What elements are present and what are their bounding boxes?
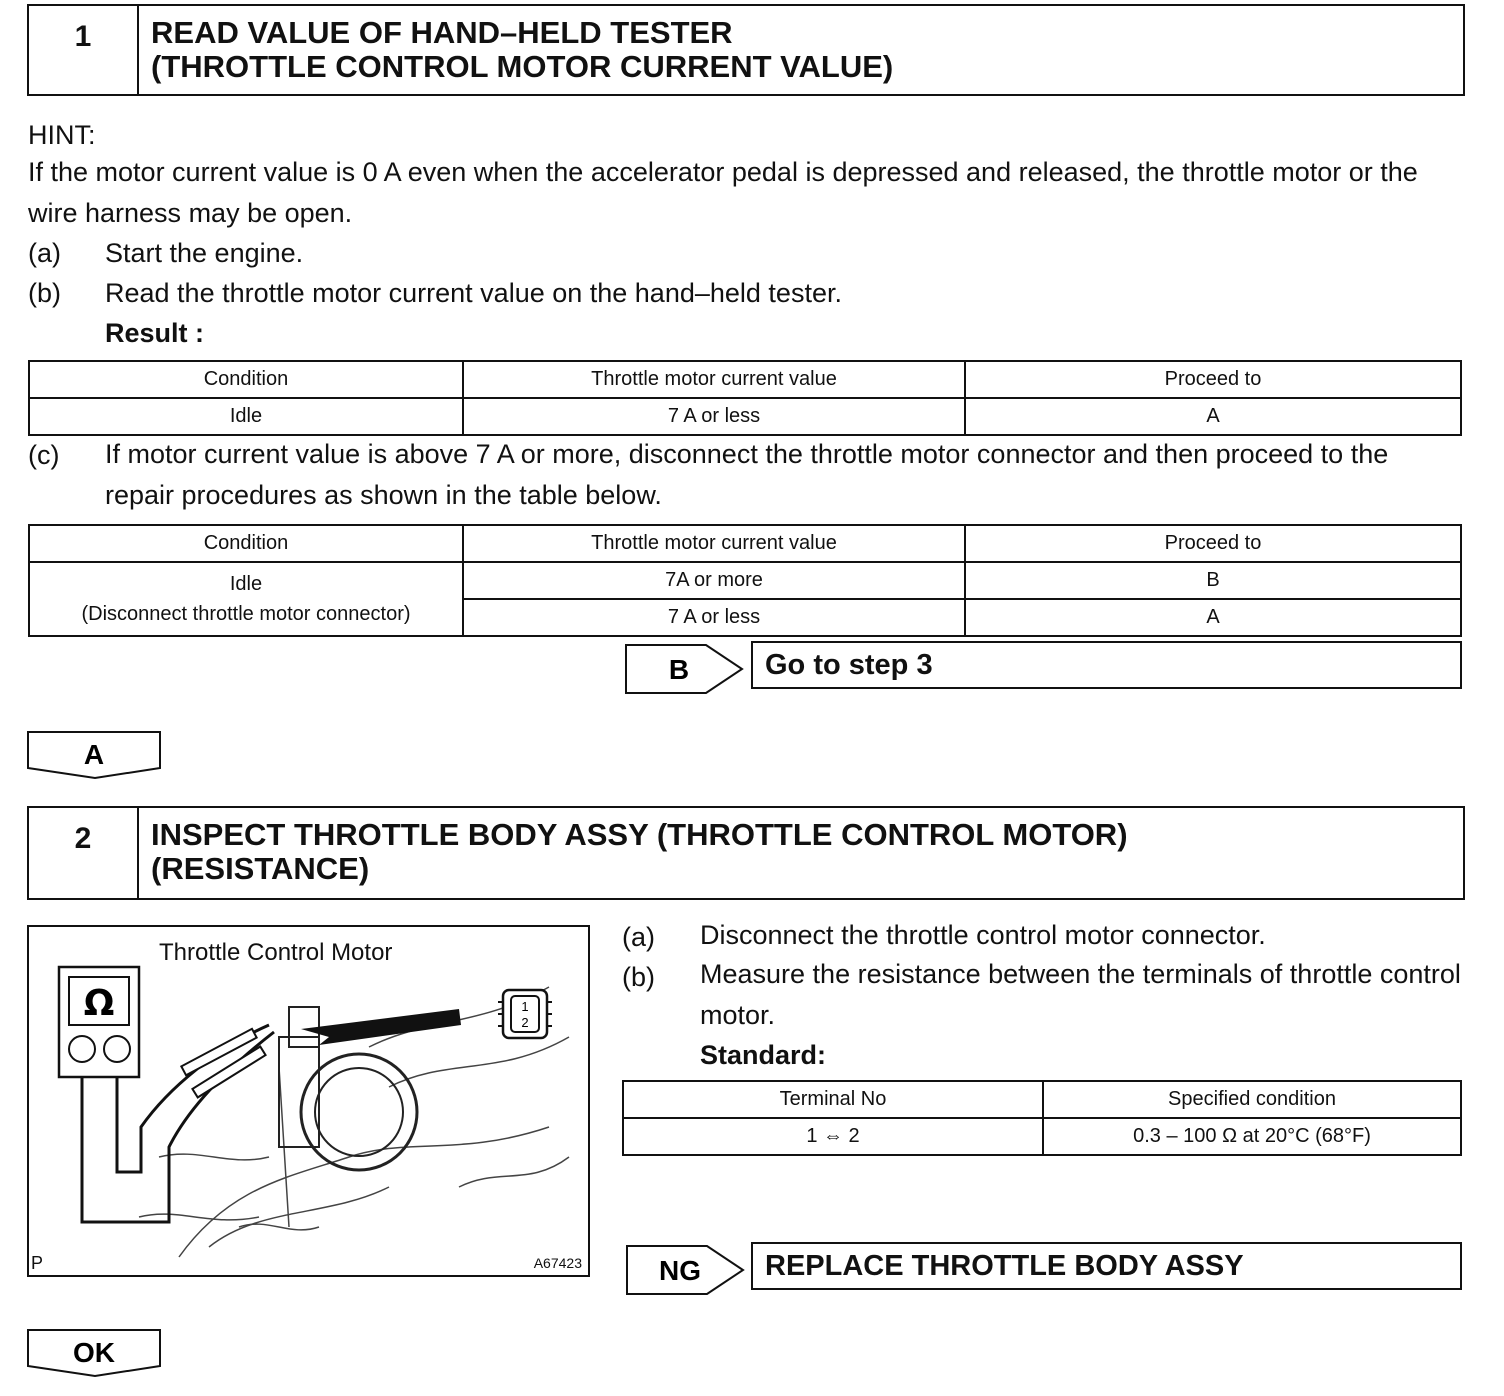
table-row xyxy=(623,1118,1461,1155)
branch-a-label: A xyxy=(83,739,105,770)
step-title xyxy=(139,808,1463,898)
branch-b-result[interactable]: Go to step 3 xyxy=(751,641,1462,689)
branch-ng-label: NG xyxy=(659,1255,701,1286)
item-text: Start the engine. xyxy=(105,238,304,268)
table-cell: A xyxy=(965,398,1461,435)
connector-icon xyxy=(498,990,552,1038)
item-marker: (b) xyxy=(622,962,655,992)
figure-caption: Throttle Control Motor xyxy=(159,939,393,966)
table-cell: Idle xyxy=(29,398,463,435)
step-title xyxy=(139,6,1463,94)
item-text: If motor current value is above 7 A or more, disconnect the throttle motor connector and then proceed to the repair procedures as shown in the table below. xyxy=(105,439,1389,510)
result-table xyxy=(28,360,1462,436)
table-header-cell: Proceed to xyxy=(965,361,1461,398)
table-header-cell: Terminal No xyxy=(623,1081,1043,1118)
result-label: Result : xyxy=(105,318,205,348)
item-text: Read the throttle motor current value on the hand–held tester. xyxy=(105,278,842,308)
step-1-header xyxy=(27,4,1465,96)
step-title-line-2: (RESISTANCE) xyxy=(151,851,370,886)
table-cell-condition xyxy=(29,562,463,636)
item-marker: (a) xyxy=(622,922,655,952)
table-cell: 7 A or less xyxy=(463,398,965,435)
table-header-row xyxy=(29,525,1461,562)
step-title-line-1: INSPECT THROTTLE BODY ASSY (THROTTLE CONTROL MOTOR) xyxy=(151,817,1128,852)
step-2-header xyxy=(27,806,1465,900)
branch-a-tag[interactable] xyxy=(26,730,164,780)
pin-1-label: 1 xyxy=(521,999,529,1014)
branch-ng-result[interactable]: REPLACE THROTTLE BODY ASSY xyxy=(751,1242,1462,1290)
table-row xyxy=(29,398,1461,435)
condition-line-1: Idle xyxy=(229,573,263,595)
table-row xyxy=(29,562,1461,599)
step-number: 2 xyxy=(29,808,139,898)
table-cell: 1 ⇔ 2 xyxy=(623,1118,1043,1155)
table-cell: 7 A or less xyxy=(463,599,965,636)
item-marker: (c) xyxy=(28,440,60,470)
figure-id: A67423 xyxy=(533,1255,582,1271)
table-header-row xyxy=(29,361,1461,398)
table-header-cell: Throttle motor current value xyxy=(463,525,965,562)
hint-label: HINT: xyxy=(28,120,96,150)
item-marker: (b) xyxy=(28,278,61,308)
branch-b-label: B xyxy=(668,654,690,685)
table-cell: B xyxy=(965,562,1461,599)
ohmmeter-icon xyxy=(59,967,139,1077)
ohm-symbol: Ω xyxy=(83,983,115,1024)
item-marker: (a) xyxy=(28,238,61,268)
repair-table xyxy=(28,524,1462,637)
table-cell: 7A or more xyxy=(463,562,965,599)
branch-ok-label: OK xyxy=(73,1337,115,1368)
item-text: Measure the resistance between the terminals of throttle control motor. xyxy=(700,959,1461,1030)
table-header-cell: Condition xyxy=(29,361,463,398)
figure-corner-label: P xyxy=(31,1253,44,1273)
table-cell: 0.3 – 100 Ω at 20°C (68°F) xyxy=(1043,1118,1461,1155)
pin-2-label: 2 xyxy=(521,1015,529,1030)
table-header-cell: Specified condition xyxy=(1043,1081,1461,1118)
table-header-cell: Throttle motor current value xyxy=(463,361,965,398)
hint-text: If the motor current value is 0 A even when the accelerator pedal is depressed and released, the throttle motor or the wire harness may be open. xyxy=(28,157,1418,228)
branch-ok-tag[interactable] xyxy=(26,1328,164,1378)
table-header-cell: Proceed to xyxy=(965,525,1461,562)
table-header-cell: Condition xyxy=(29,525,463,562)
pointer-arrow-icon xyxy=(301,1009,461,1045)
item-text: Disconnect the throttle control motor connector. xyxy=(700,920,1266,950)
branch-b-tag[interactable] xyxy=(624,643,746,695)
figure-illustration xyxy=(29,927,588,1275)
standard-label: Standard: xyxy=(700,1040,827,1070)
table-cell: A xyxy=(965,599,1461,636)
table-header-row xyxy=(623,1081,1461,1118)
step-number: 1 xyxy=(29,6,139,94)
step-title-line-2: (THROTTLE CONTROL MOTOR CURRENT VALUE) xyxy=(151,49,894,84)
condition-line-2: (Disconnect throttle motor connector) xyxy=(81,603,411,625)
standard-table xyxy=(622,1080,1462,1156)
step-title-line-1: READ VALUE OF HAND–HELD TESTER xyxy=(151,15,733,50)
throttle-motor-figure xyxy=(27,925,590,1277)
branch-ng-tag[interactable] xyxy=(625,1244,747,1296)
